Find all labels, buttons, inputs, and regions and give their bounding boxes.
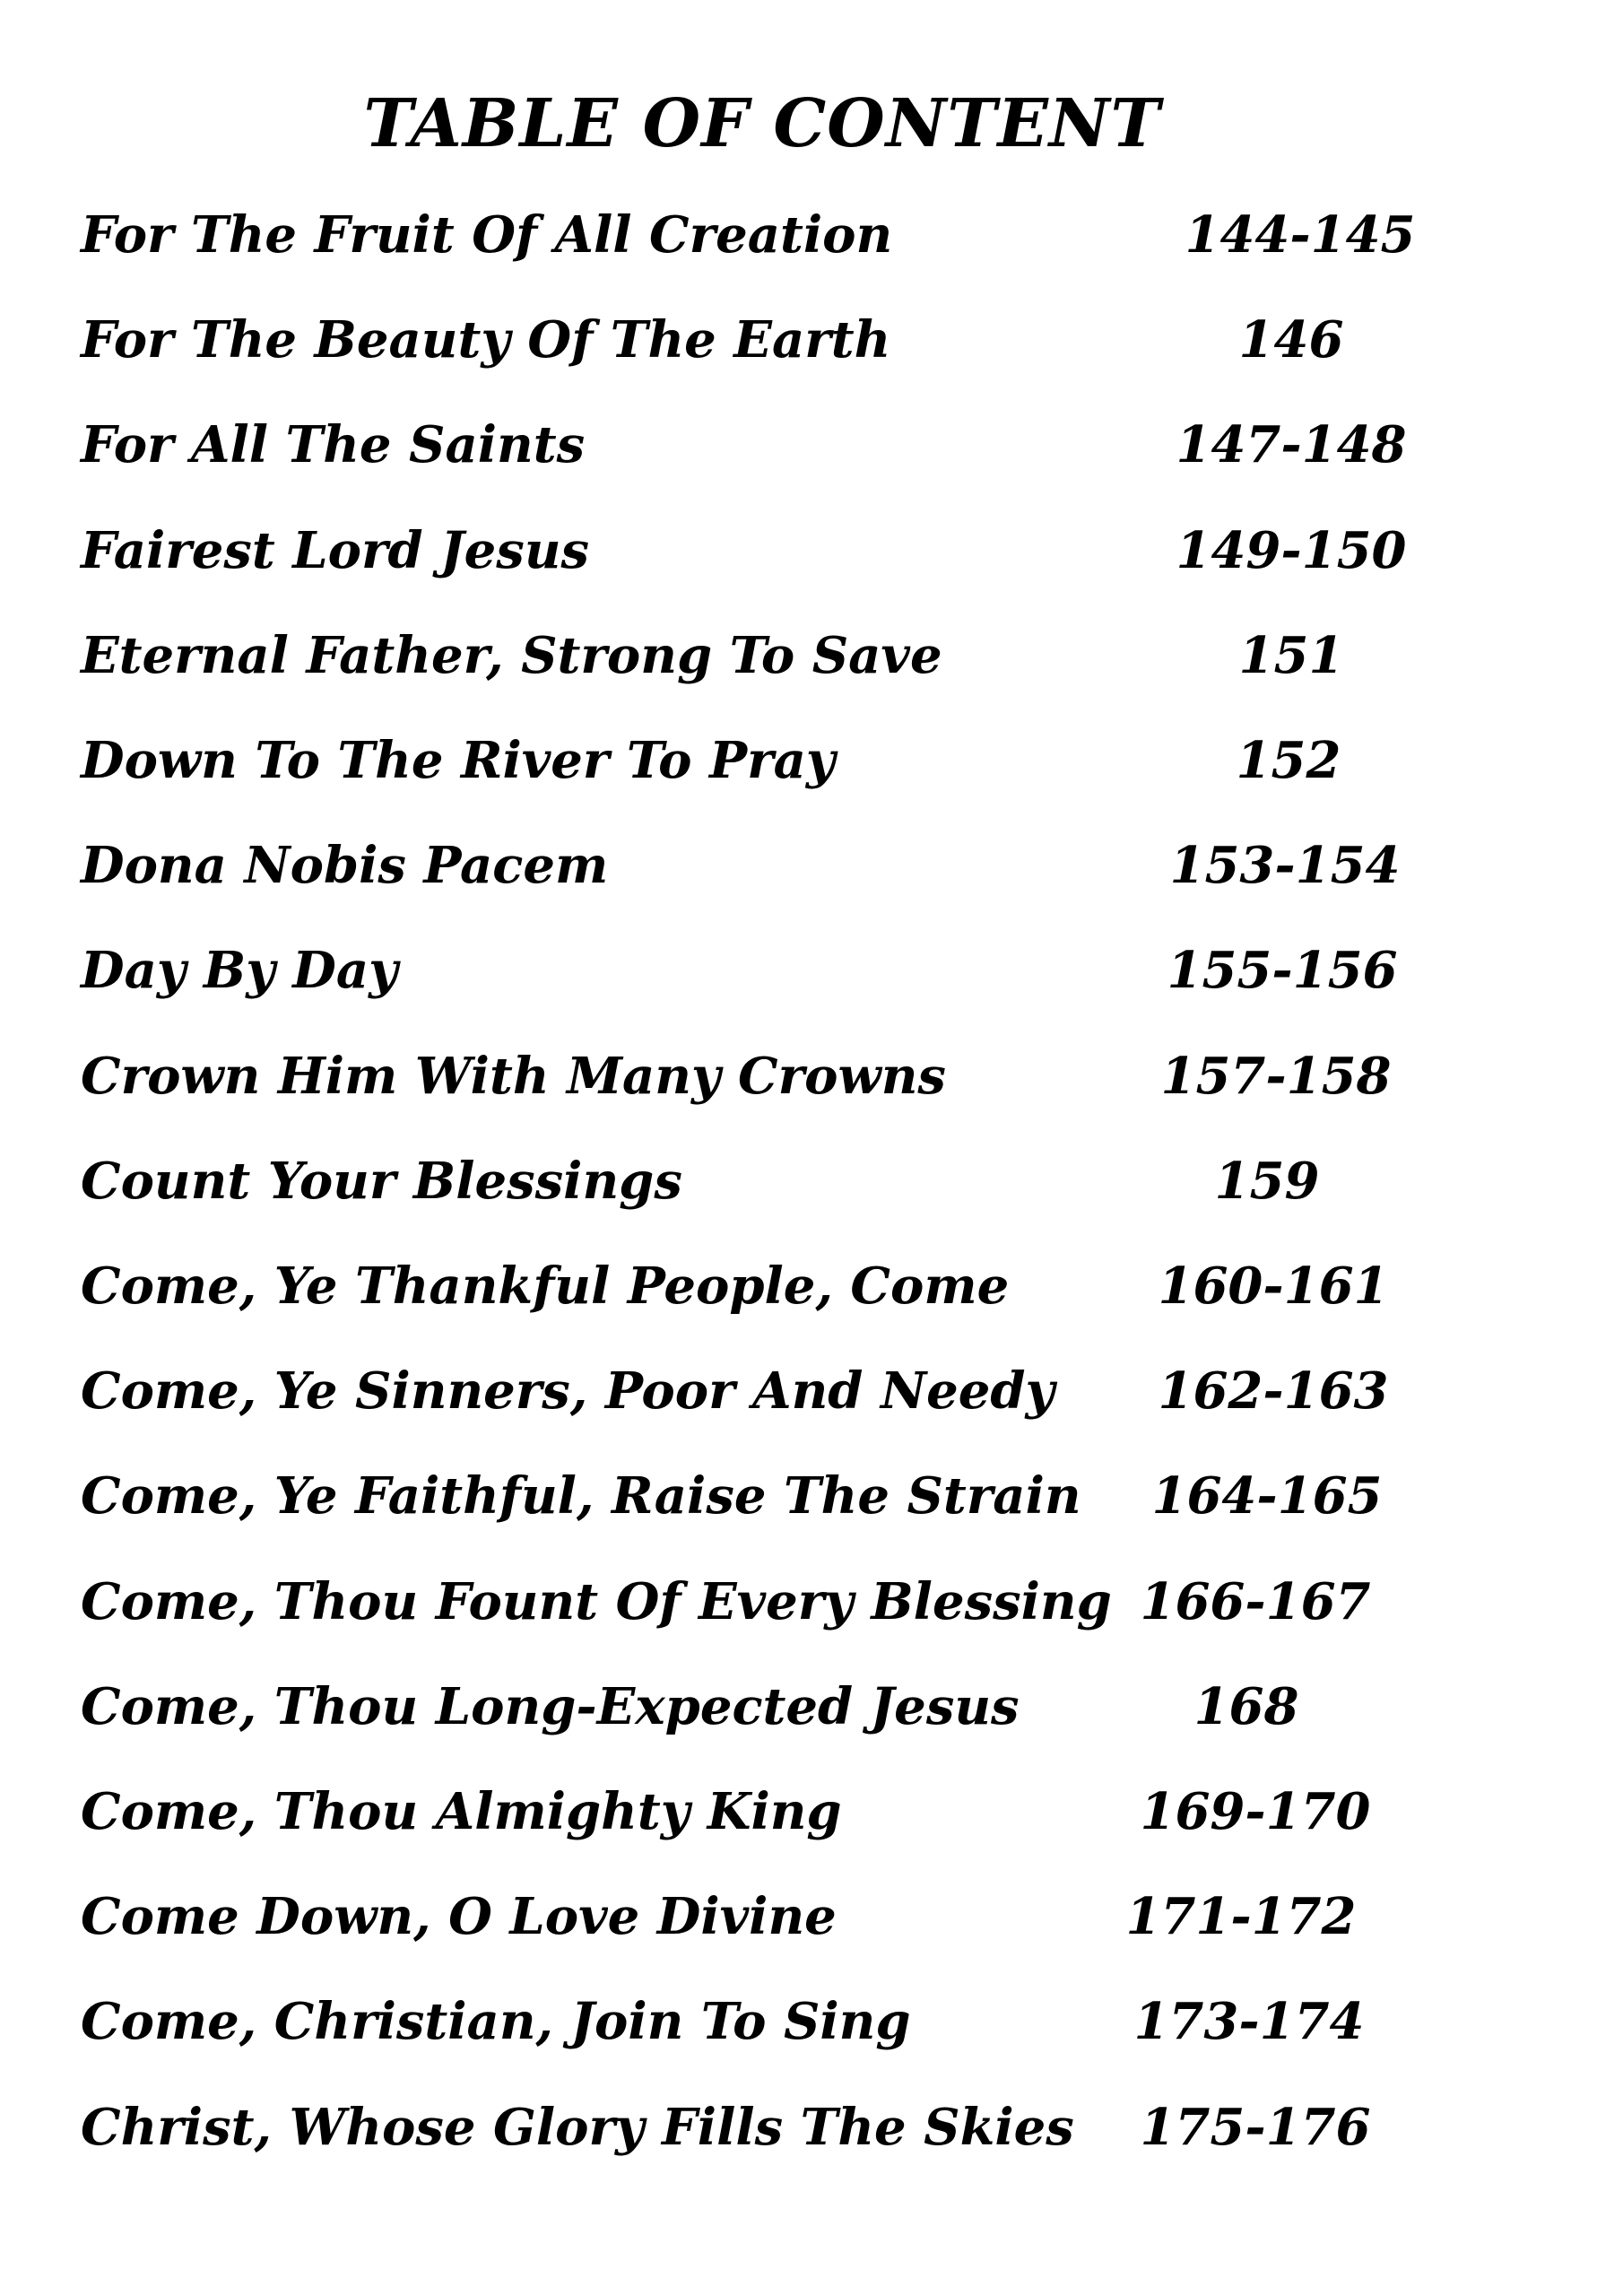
toc-entry-pages: 168 <box>1193 1676 1299 1736</box>
toc-entry-title: Come, Thou Fount Of Every Blessing <box>81 1571 1112 1631</box>
toc-entry-title: Come, Thou Long-Expected Jesus <box>81 1676 1020 1736</box>
toc-entry-pages: 157-158 <box>1160 1046 1392 1106</box>
toc-entry <box>81 190 1515 280</box>
toc-entry-pages: 159 <box>1214 1151 1320 1211</box>
toc-entry-pages: 173-174 <box>1133 1992 1365 2052</box>
toc-entry-pages: 162-163 <box>1158 1361 1389 1422</box>
toc-entry <box>81 1557 1515 1647</box>
toc-entry-pages: 175-176 <box>1140 2097 1371 2157</box>
toc-entry-title: Come Down, O Love Divine <box>81 1887 837 1947</box>
toc-entry-title: Dona Nobis Pacem <box>81 836 609 896</box>
toc-entry <box>81 1031 1515 1121</box>
toc-entry-title: Christ, Whose Glory Fills The Skies <box>81 2097 1074 2157</box>
toc-title: TABLE OF CONTENT <box>363 85 1161 162</box>
toc-entry-pages: 155-156 <box>1167 941 1398 1001</box>
toc-entry <box>81 400 1515 490</box>
toc-entry <box>81 821 1515 910</box>
toc-entry-title: Eternal Father, Strong To Save <box>81 625 942 685</box>
toc-entry-title: Count Your Blessings <box>81 1151 682 1211</box>
toc-entry-pages: 144-145 <box>1185 205 1416 265</box>
toc-entry-pages: 146 <box>1238 310 1344 370</box>
toc-entry-title: Come, Thou Almighty King <box>81 1782 842 1841</box>
toc-entry-pages: 153-154 <box>1169 836 1401 896</box>
toc-entry <box>81 1451 1515 1541</box>
toc-entry-pages: 166-167 <box>1140 1571 1371 1631</box>
toc-entry-pages: 149-150 <box>1176 520 1407 580</box>
toc-entry-title: Come, Ye Faithful, Raise The Strain <box>81 1466 1081 1526</box>
toc-entry-title: Fairest Lord Jesus <box>81 520 590 580</box>
toc-entry-title: Come, Ye Thankful People, Come <box>81 1257 1010 1316</box>
toc-entry-title: Down To The River To Pray <box>81 731 836 790</box>
toc-entry <box>81 2083 1515 2172</box>
toc-entry-pages: 152 <box>1236 731 1341 790</box>
toc-entry <box>81 716 1515 805</box>
toc-entry <box>81 1662 1515 1752</box>
toc-entry-pages: 164-165 <box>1151 1466 1383 1526</box>
toc-entry <box>81 1346 1515 1436</box>
toc-entry-pages: 171-172 <box>1125 1887 1357 1947</box>
toc-entry-pages: 169-170 <box>1140 1782 1371 1841</box>
toc-entry-title: For The Beauty Of The Earth <box>81 310 891 370</box>
toc-entry-title: Crown Him With Many Crowns <box>81 1046 946 1106</box>
toc-entry <box>81 611 1515 700</box>
toc-entry <box>81 1241 1515 1331</box>
toc-entry <box>81 1136 1515 1226</box>
toc-entry-title: Come, Ye Sinners, Poor And Needy <box>81 1361 1055 1422</box>
toc-entry <box>81 926 1515 1015</box>
toc-entry-title: For All The Saints <box>81 415 586 475</box>
toc-entry-pages: 151 <box>1238 625 1344 685</box>
toc-entry <box>81 1977 1515 2066</box>
toc-entry <box>81 506 1515 596</box>
toc-entry-pages: 160-161 <box>1158 1257 1389 1316</box>
toc-entry <box>81 1767 1515 1857</box>
toc-entry-title: Come, Christian, Join To Sing <box>81 1992 911 2052</box>
toc-entry <box>81 1872 1515 1961</box>
toc-entry <box>81 295 1515 385</box>
toc-entry-title: Day By Day <box>81 941 398 1001</box>
toc-entry-pages: 147-148 <box>1176 415 1407 475</box>
toc-entry-title: For The Fruit Of All Creation <box>81 205 893 265</box>
